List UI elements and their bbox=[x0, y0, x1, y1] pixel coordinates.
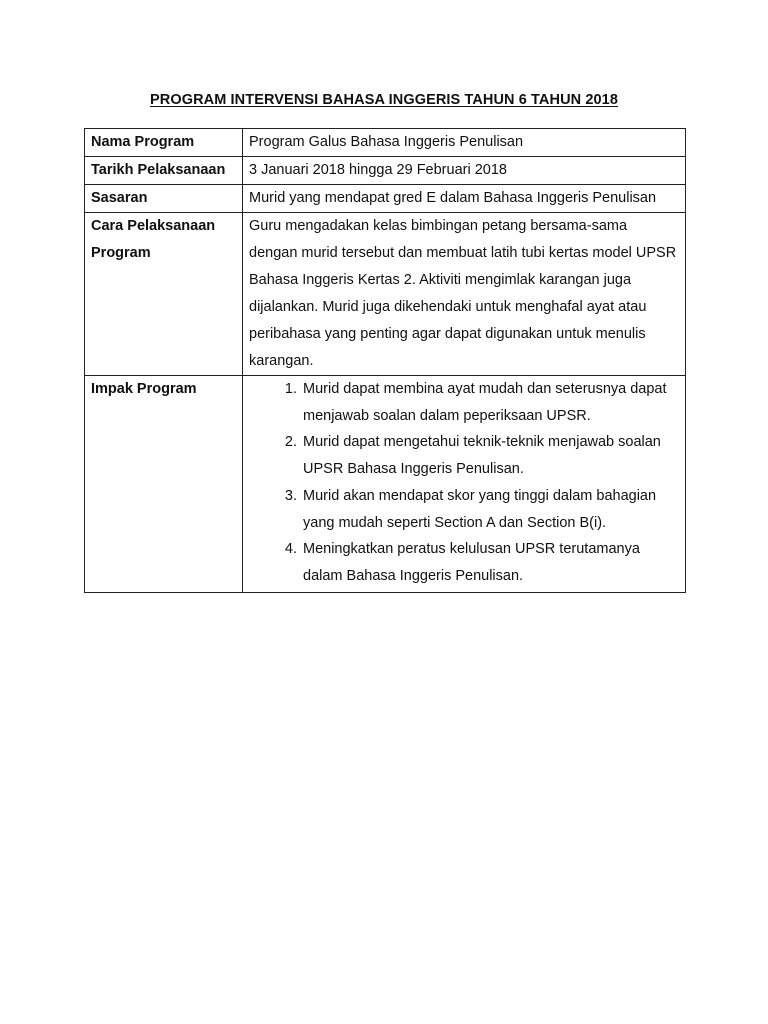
row-value: Guru mengadakan kelas bimbingan petang bersama-sama dengan murid tersebut dan membuat latih tubi kertas model UPSR Bahasa Inggeris Kertas 2. Aktiviti mengimlak karangan juga dijalankan. Murid juga dikehendaki untuk menghafal ayat atau peribahasa yang penting agar dapat digunakan untuk menulis karangan. bbox=[243, 213, 686, 376]
row-value: 3 Januari 2018 hingga 29 Februari 2018 bbox=[243, 157, 686, 185]
list-item: 3. Murid akan mendapat skor yang tinggi dalam bahagian yang mudah seperti Section A dan Section B(i). bbox=[301, 483, 679, 536]
list-item: 4. Meningkatkan peratus kelulusan UPSR terutamanya dalam Bahasa Inggeris Penulisan. bbox=[301, 536, 679, 589]
row-value bbox=[243, 376, 686, 593]
row-label: Impak Program bbox=[85, 376, 243, 593]
row-label: Sasaran bbox=[85, 185, 243, 213]
table-row-nama-program bbox=[85, 129, 686, 157]
table-row-cara-pelaksanaan bbox=[85, 213, 686, 376]
row-label: Tarikh Pelaksanaan bbox=[85, 157, 243, 185]
table-row-tarikh-pelaksanaan bbox=[85, 157, 686, 185]
list-item: 1. Murid dapat membina ayat mudah dan seterusnya dapat menjawab soalan dalam peperiksaan UPSR. bbox=[301, 376, 679, 429]
row-value: Program Galus Bahasa Inggeris Penulisan bbox=[243, 129, 686, 157]
table-row-impak-program bbox=[85, 376, 686, 593]
document-title: PROGRAM INTERVENSI BAHASA INGGERIS TAHUN 6 TAHUN 2018 bbox=[149, 92, 619, 108]
row-label: Nama Program bbox=[85, 129, 243, 157]
row-label: Cara Pelaksanaan Program bbox=[85, 213, 243, 376]
row-value: Murid yang mendapat gred E dalam Bahasa Inggeris Penulisan bbox=[243, 185, 686, 213]
program-table bbox=[84, 128, 686, 593]
list-item: 2. Murid dapat mengetahui teknik-teknik menjawab soalan UPSR Bahasa Inggeris Penulisan. bbox=[301, 429, 679, 482]
impact-list bbox=[249, 376, 679, 592]
table-row-sasaran bbox=[85, 185, 686, 213]
